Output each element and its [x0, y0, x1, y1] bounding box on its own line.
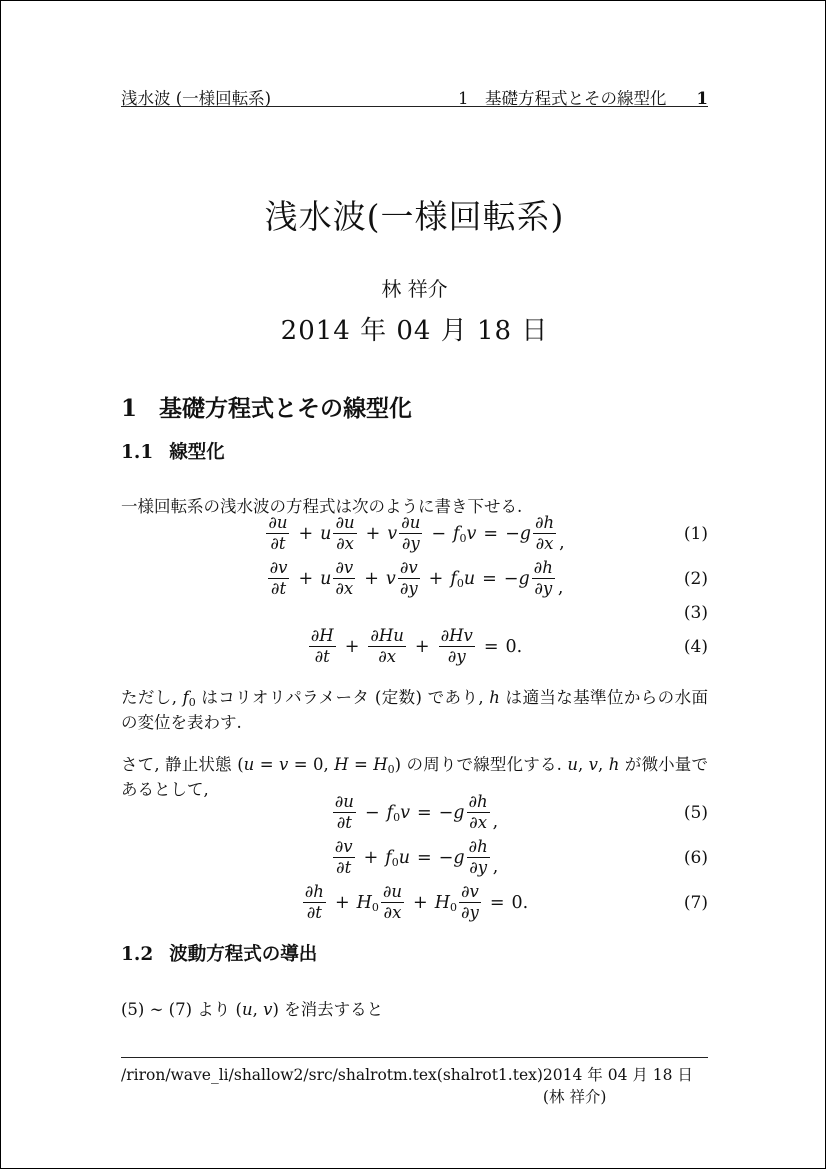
fraction: $\frac{\partial u}{\partial t}$ — [334, 791, 354, 832]
math-operator: − — [364, 802, 380, 823]
footer-date-author: 2014 年 04 月 18 日 (林 祥介) — [542, 1066, 693, 1106]
math-variable: v — [466, 523, 477, 544]
text-run: が微小量であるとして, — [121, 754, 708, 799]
section-1-title: 基礎方程式とその線型化 — [159, 396, 413, 422]
math-operator: − — [431, 523, 447, 544]
math-variable: h — [608, 754, 620, 774]
text-run: = — [348, 754, 374, 774]
subscripted-variable: $f_0$ — [385, 847, 399, 869]
fraction: $\frac{\partial u}{\partial y}$ — [401, 512, 421, 553]
paragraph-coriolis-note — [121, 685, 708, 735]
header-section-label: 1 基礎方程式とその線型化 — [458, 89, 667, 108]
subsection-1-1-title: 線型化 — [169, 442, 225, 463]
text-run: − — [438, 802, 454, 823]
math-operator: + — [364, 568, 379, 589]
text-run: はコリオリパラメータ (定数) であり, — [195, 687, 490, 707]
math-variable: u — [463, 568, 476, 589]
equation-1 — [121, 511, 708, 556]
author-name: 林 祥介 — [381, 277, 448, 301]
math-variable: h — [489, 687, 500, 707]
text-run: さて, 静止状態 ( — [121, 754, 244, 774]
subscripted-variable: $f_0$ — [182, 687, 196, 709]
math-operator: = — [417, 847, 432, 868]
header-title: 浅水波 (一様回転系) — [121, 89, 272, 108]
text-run: = — [254, 754, 279, 774]
section-1-number: 1 — [121, 395, 138, 422]
fraction: $\frac{\partial u}{\partial t}$ — [268, 512, 288, 553]
page-footer — [121, 1057, 708, 1107]
page-number: 1 — [696, 89, 708, 108]
math-operator: + — [428, 568, 444, 589]
text-run: ただし, — [121, 687, 183, 707]
equation-1-number: (1) — [683, 523, 708, 544]
fraction: $\frac{\partial Hu}{\partial x}$ — [370, 625, 404, 666]
text-run: , — [252, 999, 264, 1019]
text-run: − — [505, 523, 520, 544]
fraction: $\frac{\partial u}{\partial x}$ — [335, 512, 355, 553]
text-run: , — [577, 754, 589, 774]
math-variable: g — [519, 523, 531, 544]
math-variable: u — [320, 523, 332, 544]
math-operator: + — [298, 568, 314, 589]
equation-group-1 — [121, 511, 708, 669]
subsection-1-1-number: 1.1 — [121, 442, 154, 463]
equation-7-math — [301, 883, 528, 923]
text-run: ) を消去すると — [272, 999, 384, 1019]
text-run: ) の周りで線型化する. — [394, 754, 568, 774]
equation-5-math — [331, 793, 499, 833]
fraction: $\frac{\partial h}{\partial x}$ — [534, 512, 555, 553]
math-variable: v — [385, 568, 396, 589]
fraction: $\frac{\partial h}{\partial y}$ — [533, 557, 553, 598]
equation-5 — [121, 790, 708, 835]
fraction: $\frac{\partial v}{\partial y}$ — [399, 557, 418, 598]
math-variable: g — [453, 802, 465, 823]
math-operator: + — [363, 847, 379, 868]
math-variable: g — [518, 568, 530, 589]
math-operator: + — [298, 523, 314, 544]
equation-2 — [121, 556, 708, 601]
equation-3-number: (3) — [683, 602, 708, 623]
math-variable: v — [387, 523, 398, 544]
fraction: $\frac{\partial v}{\partial y}$ — [460, 881, 479, 922]
math-variable: u — [242, 999, 253, 1019]
math-operator: = — [489, 892, 505, 913]
header-right-group — [458, 85, 708, 109]
fraction: $\frac{\partial h}{\partial y}$ — [468, 836, 488, 877]
fraction: $\frac{\partial Hv}{\partial y}$ — [440, 625, 473, 666]
equation-1-math — [264, 514, 564, 554]
text-run: 一様回転系の浅水波の方程式は次のように書き下せる. — [121, 496, 523, 516]
math-variable: u — [243, 754, 255, 774]
text-run: − — [438, 847, 454, 868]
math-operator: + — [344, 636, 360, 657]
equation-4 — [121, 624, 708, 669]
text-run: 0. — [505, 636, 523, 657]
text-run: = 0, — [288, 754, 335, 774]
text-run: (5) ∼ (7) より ( — [121, 999, 242, 1019]
fraction: $\frac{\partial v}{\partial x}$ — [335, 557, 354, 598]
equation-6 — [121, 835, 708, 880]
paragraph-elimination — [121, 997, 708, 1022]
math-operator: + — [365, 523, 381, 544]
math-variable: v — [263, 999, 273, 1019]
text-run: 0. — [511, 892, 529, 913]
equation-4-math — [307, 627, 522, 667]
math-operator: = — [483, 636, 499, 657]
math-variable: u — [398, 847, 410, 868]
math-punctuation: , — [559, 533, 565, 554]
math-variable: H — [334, 754, 349, 774]
math-operator: = — [416, 802, 432, 823]
subscripted-variable: $f_0$ — [386, 802, 401, 824]
subsection-1-2-number: 1.2 — [121, 944, 154, 965]
equation-group-2 — [121, 790, 708, 925]
text-run: − — [503, 568, 519, 589]
fraction: $\frac{\partial h}{\partial t}$ — [304, 881, 324, 922]
math-variable: g — [453, 847, 465, 868]
section-1-heading — [121, 390, 708, 423]
equation-2-math — [266, 559, 564, 599]
equation-5-number: (5) — [683, 802, 708, 823]
math-operator: + — [334, 892, 350, 913]
subsection-1-1-heading — [121, 438, 708, 464]
equation-4-number: (4) — [683, 636, 708, 657]
document-date: 2014 年 04 月 18 日 — [280, 316, 549, 346]
math-variable: u — [567, 754, 578, 774]
document-title: 浅水波(一様回転系) — [264, 197, 565, 236]
subscripted-variable: $f_0$ — [453, 523, 467, 545]
footer-file-path: /riron/wave_li/shallow2/src/shalrotm.tex(shalrot1.tex) — [121, 1066, 543, 1084]
running-header — [121, 85, 708, 107]
math-variable: v — [278, 754, 289, 774]
subscripted-variable: $H_0$ — [434, 892, 457, 914]
equation-7-number: (7) — [683, 892, 708, 913]
equation-2-number: (2) — [683, 568, 708, 589]
subscripted-variable: $H_0$ — [373, 754, 395, 776]
math-variable: u — [320, 568, 332, 589]
math-punctuation: , — [492, 857, 499, 878]
fraction: $\frac{\partial u}{\partial x}$ — [382, 881, 403, 922]
subscripted-variable: $H_0$ — [356, 892, 379, 914]
equation-6-math — [331, 838, 499, 878]
fraction: $\frac{\partial v}{\partial t}$ — [269, 557, 288, 598]
math-operator: + — [414, 636, 430, 657]
math-punctuation: , — [492, 812, 499, 833]
math-operator: = — [483, 523, 499, 544]
math-operator: + — [413, 892, 428, 913]
text-run: は適当な基準位からの水面の変位を表わす. — [121, 687, 708, 732]
equation-7 — [121, 880, 708, 925]
math-variable: v — [588, 754, 598, 774]
subscripted-variable: $f_0$ — [450, 568, 464, 590]
subsection-1-2-title: 波動方程式の導出 — [169, 944, 318, 965]
fraction: $\frac{\partial h}{\partial x}$ — [468, 791, 488, 832]
text-run: , — [598, 754, 609, 774]
math-variable: v — [400, 802, 410, 823]
equation-6-number: (6) — [683, 847, 708, 868]
fraction: $\frac{\partial H}{\partial t}$ — [310, 625, 334, 666]
equation-3 — [121, 604, 708, 621]
math-punctuation: , — [557, 578, 564, 599]
subsection-1-2-heading — [121, 940, 708, 966]
fraction: $\frac{\partial v}{\partial t}$ — [334, 836, 353, 877]
math-operator: = — [482, 568, 497, 589]
